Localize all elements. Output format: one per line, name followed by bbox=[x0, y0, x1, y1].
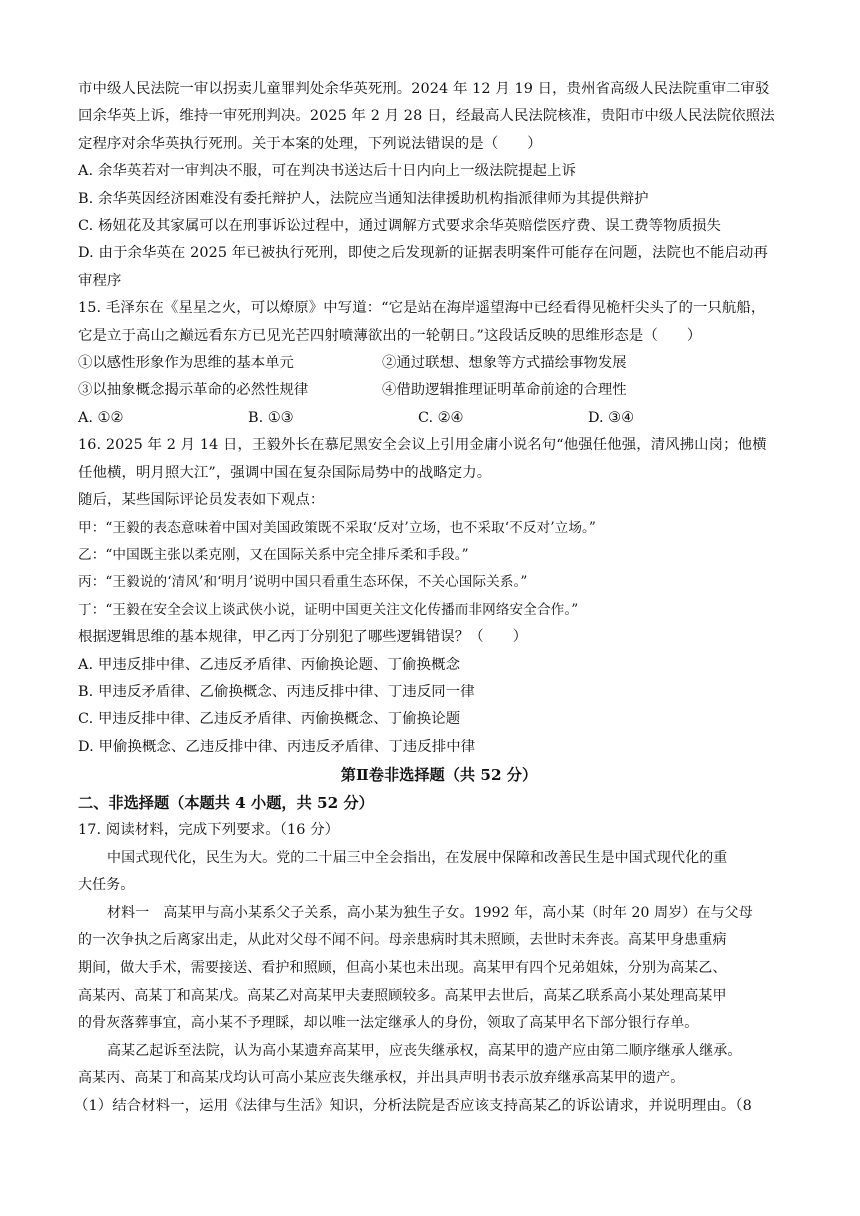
q15-statements-row bbox=[78, 350, 800, 377]
q15-statement-2: ②通过联想、想象等方式描绘事物发展 bbox=[382, 355, 627, 372]
part-2-heading: 二、非选择题（本题共 4 小题，共 52 分） bbox=[78, 794, 374, 813]
q16-option-b: B. 甲违反矛盾律、乙偷换概念、丙违反排中律、丁违反同一律 bbox=[78, 683, 475, 700]
q14-option-c: C. 杨妞花及其家属可以在刑事诉讼过程中，通过调解方式要求余华英赔偿医疗费、误工费等物质损失 bbox=[78, 218, 722, 235]
q14-option-d-cont: 审程序 bbox=[78, 272, 122, 289]
q15-stem-line: 它是立于高山之巅远看东方已见光芒四射喷薄欲出的一轮朝日。”这段话反映的思维形态是（ ） bbox=[78, 327, 702, 344]
q16-option-d: D. 甲偷换概念、乙违反排中律、丙违反矛盾律、丁违反排中律 bbox=[78, 738, 476, 755]
q14-option-b: B. 余华英因经济困难没有委托辩护人，法院应当通知法律援助机构指派律师为其提供辩护 bbox=[78, 190, 649, 207]
question-14 bbox=[78, 76, 800, 295]
q15-stem-line: 15. 毛泽东在《星星之火，可以燎原》中写道：“它是站在海岸遥望海中已经看得见桅杆尖头了的一只航船， bbox=[78, 300, 766, 317]
q17-sub-question-1: （1）结合材料一，运用《法律与生活》知识，分析法院是否应该支持高某乙的诉讼请求，并说明理由。（8 bbox=[74, 1097, 752, 1114]
q16-view-yi: 乙：“中国既主张以柔克刚，又在国际关系中完全排斥柔和手段。” bbox=[78, 546, 469, 563]
q14-stem-line: 市中级人民法院一审以拐卖儿童罪判处余华英死刑。2024 年 12 月 19 日，贵州省高级人民法院重审二审驳 bbox=[78, 81, 770, 97]
q15-options bbox=[78, 405, 800, 432]
q15-option-a: A. ①② bbox=[78, 409, 124, 426]
q16-view-ding: 丁：“王毅在安全会议上谈武侠小说，证明中国更关注文化传播而非网络安全合作。” bbox=[78, 601, 579, 618]
section-2-title: 第Ⅱ卷非选择题（共 52 分） bbox=[340, 766, 538, 785]
q17-material-line: 高某丙、高某丁和高某戊。高某乙对高某甲夫妻照顾较多。高某甲去世后，高某乙联系高小某处理高某甲 bbox=[78, 987, 727, 1004]
q16-stem-line: 随后，某些国际评论员发表如下观点： bbox=[78, 492, 325, 509]
q15-option-b: B. ①③ bbox=[248, 409, 294, 426]
q16-stem-line: 16. 2025 年 2 月 14 日，王毅外长在慕尼黑安全会议上引用金庸小说名句“他强任他强，清风拂山岗；他横 bbox=[78, 437, 767, 454]
q17-material-line: 的一次争执之后离家出走，从此对父母不闻不问。母亲患病时其未照顾，去世时未奔丧。高某甲身患重病 bbox=[78, 932, 727, 949]
q15-statement-4: ④借助逻辑推理证明革命前途的合理性 bbox=[382, 382, 627, 399]
q17-material-line: 高某乙起诉至法院，认为高小某遗弃高某甲，应丧失继承权，高某甲的遗产应由第二顺序继承人继承。 bbox=[107, 1042, 742, 1059]
q17-material-line: 高某丙、高某丁和高某戊均认可高小某应丧失继承权，并出具声明书表示放弃继承高某甲的遗产。 bbox=[78, 1070, 685, 1087]
q17-heading: 17. 阅读材料，完成下列要求。（16 分） bbox=[78, 822, 340, 839]
q16-view-bing: 丙：“王毅说的‘清风’和‘明月’说明中国只看重生态环保，不关心国际关系。” bbox=[78, 574, 528, 591]
q15-statement-1: ①以感性形象作为思维的基本单元 bbox=[78, 355, 294, 372]
q15-option-c: C. ②④ bbox=[418, 409, 464, 426]
q17-material-line: 期间，做大手术，需要接送、看护和照顾，但高小某也未出现。高某甲有四个兄弟姐妹，分别为高某乙、 bbox=[78, 959, 727, 976]
question-16 bbox=[78, 432, 800, 761]
q15-option-d: D. ③④ bbox=[588, 409, 634, 426]
q16-option-c: C. 甲违反排中律、乙违反矛盾律、丙偷换概念、丁偷换论题 bbox=[78, 711, 461, 728]
q16-question: 根据逻辑思维的基本规律，甲乙丙丁分别犯了哪些逻辑错误？（ ） bbox=[78, 629, 528, 646]
q14-stem-line: 定程序对余华英执行死刑。关于本案的处理，下列说法错误的是（ ） bbox=[78, 135, 542, 152]
q17-material-1: 材料一 高某甲与高小某系父子关系，高小某为独生子女。1992 年，高小某（时年 20 周岁）在与父母 bbox=[107, 904, 753, 921]
q17-intro-cont: 大任务。 bbox=[78, 877, 135, 894]
q16-stem-line: 任他横，明月照大江”，强调中国在复杂国际局势中的战略定力。 bbox=[78, 464, 492, 481]
q17-material-line: 的骨灰落葬事宜，高小某不予理睬，却以唯一法定继承人的身份，领取了高某甲名下部分银行存单。 bbox=[78, 1015, 699, 1032]
q14-option-a: A. 余华英若对一审判决不服，可在判决书送达后十日内向上一级法院提起上诉 bbox=[78, 163, 577, 180]
q15-statement-3: ③以抽象概念揭示革命的必然性规律 bbox=[78, 382, 309, 399]
q15-statements-row bbox=[78, 377, 800, 404]
q14-option-d: D. 由于余华英在 2025 年已被执行死刑，即使之后发现新的证据表明案件可能存在问题，法院也不能启动再 bbox=[78, 245, 768, 262]
question-17 bbox=[74, 817, 800, 1120]
q16-option-a: A. 甲违反排中律、乙违反矛盾律、丙偷换论题、丁偷换概念 bbox=[78, 656, 461, 673]
q14-stem-line: 回余华英上诉，维持一审死刑判决。2025 年 2 月 28 日，经最高人民法院核准，贵阳市中级人民法院依照法 bbox=[78, 108, 775, 125]
q16-view-jia: 甲：“王毅的表态意味着中国对美国政策既不采取‘反对’立场，也不采取‘不反对’立场。” bbox=[78, 519, 596, 536]
question-15 bbox=[78, 295, 800, 432]
q17-intro: 中国式现代化，民生为大。党的二十届三中全会指出，在发展中保障和改善民生是中国式现代化的重 bbox=[107, 849, 728, 866]
